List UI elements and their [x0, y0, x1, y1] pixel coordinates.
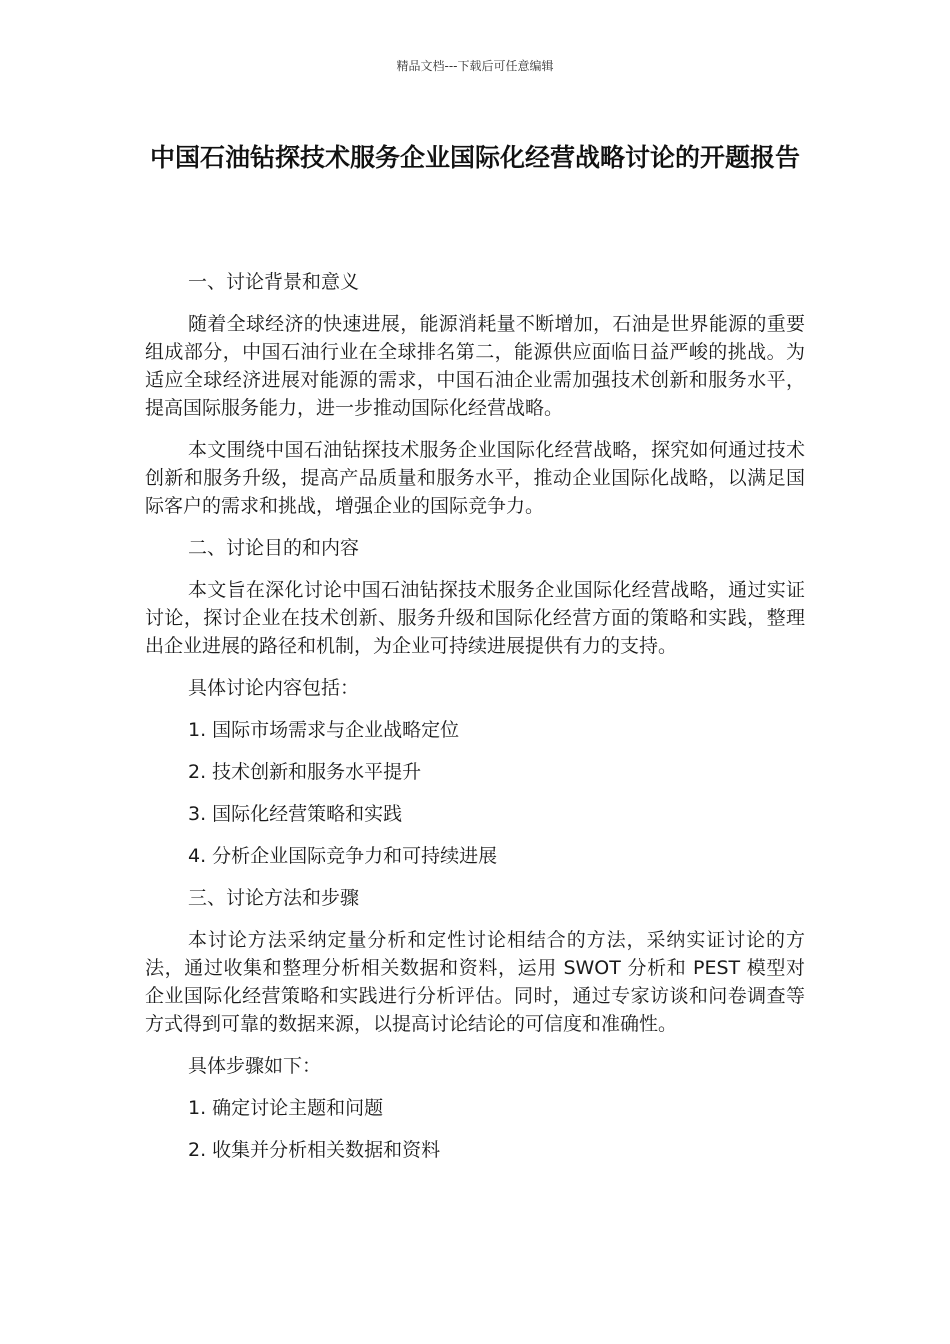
list-item: 1. 国际市场需求与企业战略定位 [188, 719, 460, 741]
paragraph: 随着全球经济的快速进展，能源消耗量不断增加，石油是世界能源的重要组成部分，中国石油行业在全球排名第二，能源供应面临日益严峻的挑战。为适应全球经济进展对能源的需求，中国石油企业需加强技术创新和服务水平，提高国际服务能力，进一步推动国际化经营战略。 [145, 313, 805, 419]
paragraph: 本文旨在深化讨论中国石油钻探技术服务企业国际化经营战略，通过实证讨论，探讨企业在技术创新、服务升级和国际化经营方面的策略和实践，整理出企业进展的路径和机制，为企业可持续进展提供有力的支持。 [145, 579, 805, 657]
list-item: 2. 技术创新和服务水平提升 [188, 761, 422, 783]
list-intro: 具体步骤如下： [188, 1055, 322, 1077]
list-item: 3. 国际化经营策略和实践 [188, 803, 403, 825]
list-intro: 具体讨论内容包括： [188, 677, 360, 699]
document-title: 中国石油钻探技术服务企业国际化经营战略讨论的开题报告 [149, 143, 800, 172]
paragraph: 本文围绕中国石油钻探技术服务企业国际化经营战略，探究如何通过技术创新和服务升级，提高产品质量和服务水平，推动企业国际化战略，以满足国际客户的需求和挑战，增强企业的国际竞争力。 [145, 439, 805, 517]
page-header: 精品文档---下载后可任意编辑 [396, 59, 554, 73]
list-item: 4. 分析企业国际竞争力和可持续进展 [188, 845, 498, 867]
list-item: 2. 收集并分析相关数据和资料 [188, 1139, 441, 1161]
document-body [145, 268, 805, 1178]
section-heading-purpose: 二、讨论目的和内容 [188, 537, 360, 559]
paragraph: 本讨论方法采纳定量分析和定性讨论相结合的方法，采纳实证讨论的方法，通过收集和整理分析相关数据和资料，运用 SWOT 分析和 PEST 模型对企业国际化经营策略和实践进行分析评估。同时，通过专家访谈和问卷调查等方式得到可靠的数据来源，以提高讨论结论的可信度和准确性。 [145, 929, 805, 1035]
section-heading-method: 三、讨论方法和步骤 [188, 887, 360, 909]
list-item: 1. 确定讨论主题和问题 [188, 1097, 384, 1119]
section-heading-background: 一、讨论背景和意义 [188, 271, 360, 293]
